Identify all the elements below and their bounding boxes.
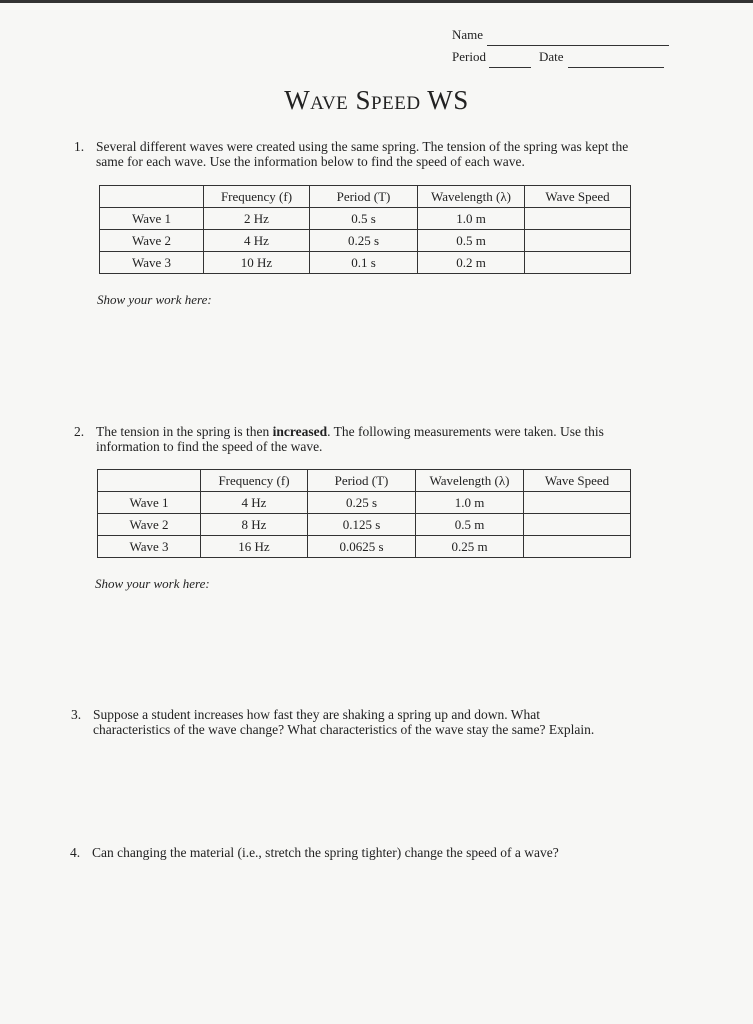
table-row (98, 492, 631, 514)
table-cell: 1.0 m (418, 208, 525, 230)
table-cell: 0.2 m (418, 252, 525, 274)
header-cell: Wavelength (λ) (416, 470, 524, 492)
table-row (98, 514, 631, 536)
table-row (100, 252, 631, 274)
table-row (100, 230, 631, 252)
name-label: Name (452, 27, 484, 42)
table-cell: 0.1 s (310, 252, 418, 274)
date-label: Date (538, 49, 564, 64)
wave-table-1 (99, 185, 631, 274)
table-cell: 0.5 m (416, 514, 524, 536)
question-number: 3. (71, 707, 82, 722)
question-1 (74, 139, 654, 169)
show-work-label: Show your work here: (95, 576, 210, 591)
answer-cell[interactable] (524, 536, 631, 558)
header-cell: Wavelength (λ) (418, 186, 525, 208)
name-field[interactable] (487, 31, 669, 46)
question-text-part: The tension in the spring is then (96, 424, 273, 439)
table-cell: 0.25 s (310, 230, 418, 252)
header-cell: Wave Speed (525, 186, 631, 208)
question-3 (71, 707, 616, 737)
header-cell (100, 186, 204, 208)
name-row (452, 24, 669, 46)
question-text-part: . The following measurements were taken. Use this information to find the speed of the wave. (96, 424, 604, 454)
show-work-label: Show your work here: (97, 292, 212, 307)
table-row (98, 536, 631, 558)
question-number: 1. (74, 139, 85, 154)
table-cell: 4 Hz (201, 492, 308, 514)
question-number: 4. (70, 845, 81, 860)
table-cell: 0.25 m (416, 536, 524, 558)
answer-cell[interactable] (524, 514, 631, 536)
period-date-row (452, 46, 669, 68)
emphasis-text: increased (272, 424, 328, 439)
table-cell: Wave 3 (100, 252, 204, 274)
table-cell: 0.5 s (310, 208, 418, 230)
question-text: Suppose a student increases how fast they are shaking a spring up and down. What characteristics of the wave change? What characteristics of the wave stay the same? Explain. (93, 707, 595, 737)
table-cell: Wave 2 (100, 230, 204, 252)
question-2 (74, 424, 649, 454)
header-cell: Period (T) (308, 470, 416, 492)
date-field[interactable] (568, 53, 664, 68)
page-title: Wave Speed WS (284, 85, 469, 115)
header-cell: Frequency (f) (204, 186, 310, 208)
table-cell: 0.125 s (308, 514, 416, 536)
question-number: 2. (74, 424, 85, 439)
table-cell: 0.25 s (308, 492, 416, 514)
question-text: Several different waves were created using the same spring. The tension of the spring was kept the same for each wave. Use the information below to find the speed of each wave. (96, 139, 629, 169)
table-cell: 0.5 m (418, 230, 525, 252)
table-header-row (98, 470, 631, 492)
table-cell: 8 Hz (201, 514, 308, 536)
table-cell: 2 Hz (204, 208, 310, 230)
answer-cell[interactable] (524, 492, 631, 514)
header-cell (98, 470, 201, 492)
student-header (452, 24, 669, 68)
answer-cell[interactable] (525, 230, 631, 252)
table-cell: Wave 2 (98, 514, 201, 536)
table-cell: 0.0625 s (308, 536, 416, 558)
table-cell: Wave 3 (98, 536, 201, 558)
table-cell: 16 Hz (201, 536, 308, 558)
table-cell: Wave 1 (98, 492, 201, 514)
period-field[interactable] (489, 53, 531, 68)
page-top-edge (0, 0, 753, 3)
table-row (100, 208, 631, 230)
header-cell: Frequency (f) (201, 470, 308, 492)
question-4 (70, 845, 650, 860)
table-cell: 1.0 m (416, 492, 524, 514)
wave-table-2 (97, 469, 631, 558)
header-cell: Period (T) (310, 186, 418, 208)
question-text (96, 424, 649, 454)
period-label: Period (452, 49, 486, 64)
table-cell: Wave 1 (100, 208, 204, 230)
table-header-row (100, 186, 631, 208)
answer-cell[interactable] (525, 208, 631, 230)
table-cell: 10 Hz (204, 252, 310, 274)
answer-cell[interactable] (525, 252, 631, 274)
question-text: Can changing the material (i.e., stretch the spring tighter) change the speed of a wave? (92, 845, 559, 860)
table-cell: 4 Hz (204, 230, 310, 252)
header-cell: Wave Speed (524, 470, 631, 492)
